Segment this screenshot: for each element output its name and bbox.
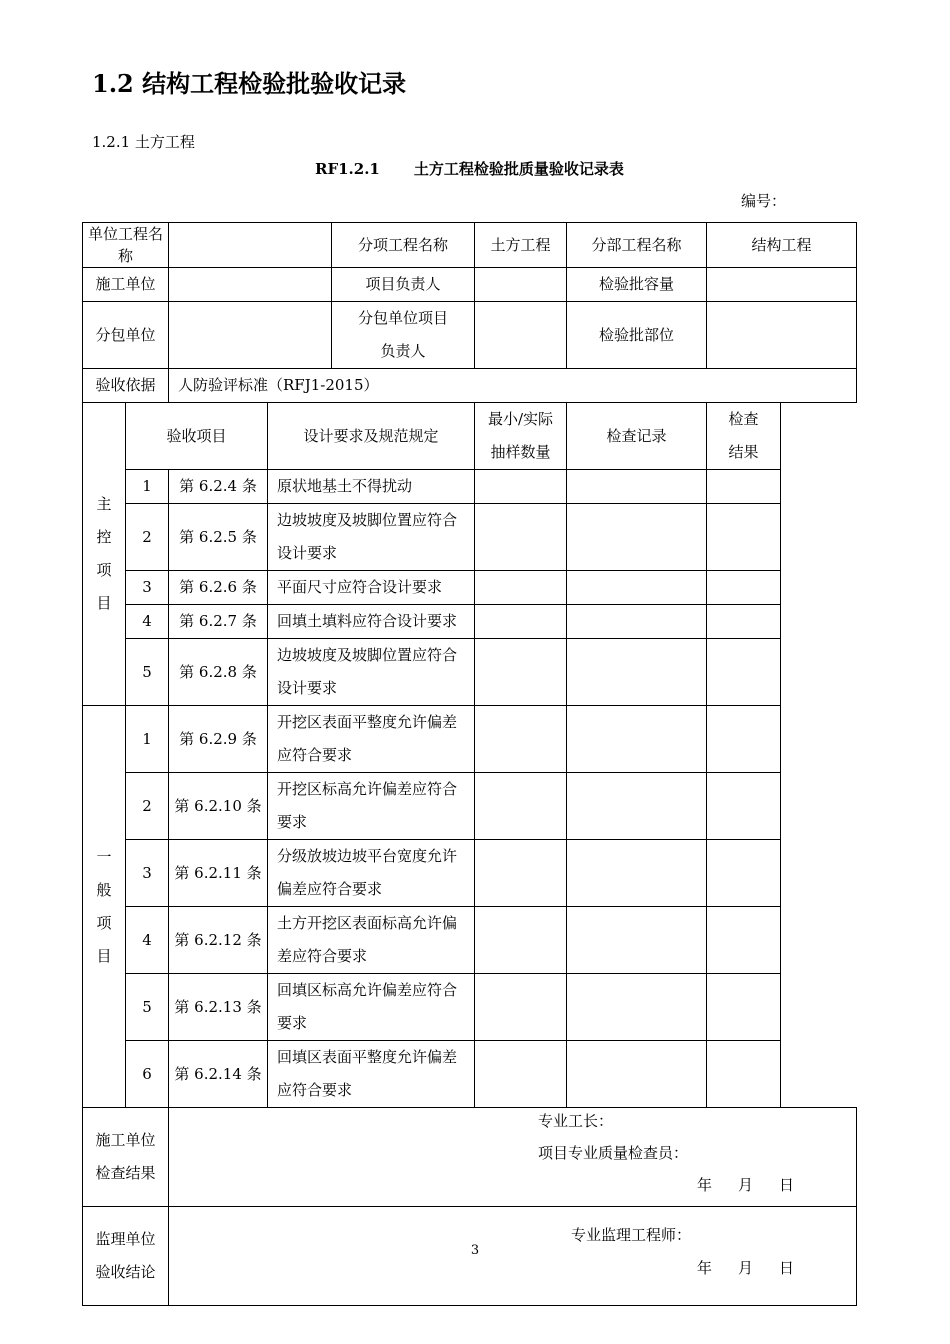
main-control-row-record[interactable] xyxy=(567,605,707,639)
form-title-text: 土方工程检验批质量验收记录表 xyxy=(413,160,624,178)
main-control-row-requirement: 原状地基土不得扰动 xyxy=(268,470,475,504)
general-row-no: 2 xyxy=(126,773,169,840)
main-control-row-record[interactable] xyxy=(567,470,707,504)
column-header-sample xyxy=(475,403,567,470)
constructor-check-label-line1: 施工单位 xyxy=(95,1131,156,1149)
general-row-clause: 第 6.2.13 条 xyxy=(169,974,268,1041)
sub-leader-label xyxy=(332,302,475,369)
foreman-label: 专业工长： xyxy=(538,1112,614,1130)
general-row-requirement: 土方开挖区表面标高允许偏差应符合要求 xyxy=(268,907,475,974)
inspection-form-table xyxy=(82,222,857,1306)
batch-location-value[interactable] xyxy=(707,302,857,369)
main-control-row-record[interactable] xyxy=(567,504,707,571)
main-control-row-record[interactable] xyxy=(567,639,707,706)
constructor-date-year: 年 xyxy=(697,1176,713,1194)
main-control-row-requirement: 边坡坡度及坡脚位置应符合设计要求 xyxy=(268,504,475,571)
constructor-check-area[interactable] xyxy=(169,1108,857,1207)
column-header-result-line2: 结果 xyxy=(728,443,759,461)
supervisor-date-day: 日 xyxy=(779,1259,795,1277)
main-control-label-char: 项 xyxy=(96,561,112,579)
main-control-row-result[interactable] xyxy=(707,571,781,605)
main-control-row-requirement: 平面尺寸应符合设计要求 xyxy=(268,571,475,605)
general-row-no: 4 xyxy=(126,907,169,974)
supervisor-label-line1: 监理单位 xyxy=(95,1230,156,1248)
general-row-record[interactable] xyxy=(567,706,707,773)
general-row-clause: 第 6.2.10 条 xyxy=(169,773,268,840)
main-control-label xyxy=(83,403,126,706)
general-row-no: 5 xyxy=(126,974,169,1041)
basis-value: 人防验评标准（RFJ1-2015） xyxy=(169,369,857,403)
constructor-label: 施工单位 xyxy=(83,268,169,302)
general-row-requirement: 开挖区表面平整度允许偏差应符合要求 xyxy=(268,706,475,773)
general-row-result[interactable] xyxy=(707,706,781,773)
sub-item-value[interactable]: 土方工程 xyxy=(475,223,567,268)
main-control-row-result[interactable] xyxy=(707,504,781,571)
subsection-heading: 1.2.1 土方工程 xyxy=(92,133,195,151)
column-header-record: 检查记录 xyxy=(567,403,707,470)
general-row-sample[interactable] xyxy=(475,907,567,974)
supervisor-label-line2: 验收结论 xyxy=(95,1263,156,1281)
constructor-check-label-line2: 检查结果 xyxy=(95,1164,156,1182)
main-control-label-char: 主 xyxy=(96,495,112,513)
sub-item-label: 分项工程名称 xyxy=(332,223,475,268)
subcontractor-value[interactable] xyxy=(169,302,332,369)
main-control-row-requirement: 边坡坡度及坡脚位置应符合设计要求 xyxy=(268,639,475,706)
general-row-sample[interactable] xyxy=(475,706,567,773)
serial-number-label: 编号： xyxy=(741,192,787,210)
main-control-row-no: 3 xyxy=(126,571,169,605)
general-label-char: 一 xyxy=(96,847,112,866)
general-row-requirement: 开挖区标高允许偏差应符合要求 xyxy=(268,773,475,840)
column-header-sample-line2: 抽样数量 xyxy=(490,443,551,461)
main-control-row-clause: 第 6.2.7 条 xyxy=(169,605,268,639)
section-heading: 1.2 结构工程检验批验收记录 xyxy=(92,69,407,98)
main-control-row-result[interactable] xyxy=(707,470,781,504)
constructor-date-month: 月 xyxy=(738,1176,754,1194)
column-header-item: 验收项目 xyxy=(126,403,268,470)
general-row-result[interactable] xyxy=(707,773,781,840)
form-title xyxy=(315,158,624,179)
constructor-value[interactable] xyxy=(169,268,332,302)
general-row-clause: 第 6.2.12 条 xyxy=(169,907,268,974)
project-leader-value[interactable] xyxy=(475,268,567,302)
main-control-row-sample[interactable] xyxy=(475,470,567,504)
batch-capacity-value[interactable] xyxy=(707,268,857,302)
general-label xyxy=(83,706,126,1108)
general-label-char: 目 xyxy=(96,946,112,965)
supervisor-date-year: 年 xyxy=(697,1259,713,1277)
main-control-row-clause: 第 6.2.4 条 xyxy=(169,470,268,504)
unit-project-label: 单位工程名称 xyxy=(83,223,169,268)
column-header-requirement: 设计要求及规范规定 xyxy=(268,403,475,470)
general-row-no: 3 xyxy=(126,840,169,907)
main-control-row-no: 1 xyxy=(126,470,169,504)
general-row-result[interactable] xyxy=(707,1041,781,1108)
general-row-clause: 第 6.2.14 条 xyxy=(169,1041,268,1108)
main-control-row-sample[interactable] xyxy=(475,504,567,571)
main-control-row-sample[interactable] xyxy=(475,639,567,706)
general-row-sample[interactable] xyxy=(475,1041,567,1108)
general-row-requirement: 回填区标高允许偏差应符合要求 xyxy=(268,974,475,1041)
basis-label: 验收依据 xyxy=(83,369,169,403)
constructor-check-label xyxy=(83,1108,169,1207)
general-row-record[interactable] xyxy=(567,907,707,974)
main-control-row-no: 5 xyxy=(126,639,169,706)
main-control-row-result[interactable] xyxy=(707,639,781,706)
main-control-row-no: 2 xyxy=(126,504,169,571)
main-control-row-clause: 第 6.2.6 条 xyxy=(169,571,268,605)
general-row-sample[interactable] xyxy=(475,773,567,840)
general-label-char: 般 xyxy=(96,880,112,899)
sub-leader-value[interactable] xyxy=(475,302,567,369)
main-control-row-no: 4 xyxy=(126,605,169,639)
general-row-clause: 第 6.2.11 条 xyxy=(169,840,268,907)
batch-capacity-label: 检验批容量 xyxy=(567,268,707,302)
main-control-label-char: 控 xyxy=(96,528,112,546)
column-header-sample-line1: 最小/实际 xyxy=(487,410,554,428)
subcontractor-label: 分包单位 xyxy=(83,302,169,369)
main-control-row-clause: 第 6.2.8 条 xyxy=(169,639,268,706)
sub-division-value[interactable]: 结构工程 xyxy=(707,223,857,268)
column-header-result-line1: 检查 xyxy=(728,410,759,428)
general-row-record[interactable] xyxy=(567,840,707,907)
general-row-record[interactable] xyxy=(567,1041,707,1108)
main-control-row-clause: 第 6.2.5 条 xyxy=(169,504,268,571)
general-row-requirement: 分级放坡边坡平台宽度允许偏差应符合要求 xyxy=(268,840,475,907)
supervisor-date xyxy=(697,1258,794,1278)
main-control-row-result[interactable] xyxy=(707,605,781,639)
general-row-record[interactable] xyxy=(567,974,707,1041)
general-row-record[interactable] xyxy=(567,773,707,840)
column-header-result xyxy=(707,403,781,470)
sub-division-label: 分部工程名称 xyxy=(567,223,707,268)
general-row-clause: 第 6.2.9 条 xyxy=(169,706,268,773)
general-row-result[interactable] xyxy=(707,974,781,1041)
main-control-row-requirement: 回填土填料应符合设计要求 xyxy=(268,605,475,639)
constructor-date xyxy=(697,1175,794,1195)
main-control-label-char: 目 xyxy=(96,594,112,612)
general-row-sample[interactable] xyxy=(475,840,567,907)
general-label-char: 项 xyxy=(96,913,112,932)
sub-leader-label-line1: 分包单位项目 xyxy=(358,309,449,327)
general-row-sample[interactable] xyxy=(475,974,567,1041)
constructor-date-day: 日 xyxy=(779,1176,795,1194)
project-leader-label: 项目负责人 xyxy=(332,268,475,302)
page-number: 3 xyxy=(470,1243,480,1258)
general-row-requirement: 回填区表面平整度允许偏差应符合要求 xyxy=(268,1041,475,1108)
general-row-result[interactable] xyxy=(707,907,781,974)
sub-leader-label-line2: 负责人 xyxy=(380,342,426,360)
general-row-no: 1 xyxy=(126,706,169,773)
general-row-result[interactable] xyxy=(707,840,781,907)
form-code: RF1.2.1 xyxy=(315,160,380,178)
supervising-engineer-label: 专业监理工程师： xyxy=(571,1226,692,1244)
batch-location-label: 检验批部位 xyxy=(567,302,707,369)
inspector-label: 项目专业质量检查员： xyxy=(538,1144,689,1162)
unit-project-value[interactable] xyxy=(169,223,332,268)
main-control-row-record[interactable] xyxy=(567,571,707,605)
supervisor-date-month: 月 xyxy=(738,1259,754,1277)
main-control-row-sample[interactable] xyxy=(475,605,567,639)
general-row-no: 6 xyxy=(126,1041,169,1108)
main-control-row-sample[interactable] xyxy=(475,571,567,605)
